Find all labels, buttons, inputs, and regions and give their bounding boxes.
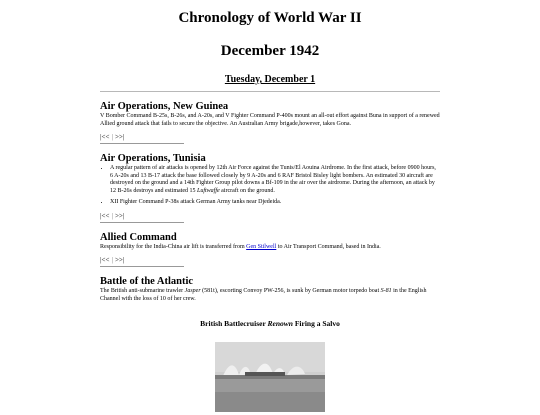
nav-row [100, 256, 440, 264]
nav-row [100, 133, 440, 141]
list-item-text: A regular pattern of air attacks is opened by 12th Air Force against the Tunis/El Aouina Airdrome. In the first attack, before 0900 hours, 6 A-20s and 13 B-17 attack the base followed closely by 9 A-20s and 6 RAF Bristol Bisley light bombers. An estimated 30 aircraft are destroyed on the ground and a 14th Fighter Group pilot downs a Bf-109 in the air over the airdrome. During the afternoon, an attack by 12 B-26s destroys and estimated 15 [110, 165, 436, 194]
list-item: • XII Fighter Command P-38s attack German Army tanks near Djedeida. [110, 199, 440, 207]
nav-prev-icon[interactable]: |<< [100, 133, 110, 141]
stilwell-link[interactable]: Gen Stilwell [246, 243, 277, 250]
section-text-part: The British anti-submarine trawler [100, 288, 185, 294]
caption-ship-name: Renown [267, 319, 293, 328]
list-item-italic: Luftwaffe [197, 187, 220, 194]
nav-separator: | [111, 256, 113, 264]
day-heading: Tuesday, December 1 [224, 74, 316, 85]
nav-next-icon[interactable]: >>| [114, 256, 125, 264]
section-text-part: in the English Channel with the loss of 10 of her crew. [100, 288, 427, 302]
section-body-new-guinea [100, 113, 440, 128]
page-title: Chronology of World War II [178, 10, 362, 26]
bullet-list [100, 199, 440, 207]
section-title-new-guinea: Air Operations, New Guinea [100, 101, 229, 112]
divider [100, 91, 440, 92]
bullet-list [100, 165, 440, 195]
caption-text: Firing a Salvo [292, 319, 340, 328]
section-text [100, 288, 440, 303]
section-title-allied-command: Allied Command [100, 231, 177, 243]
nav-separator: | [111, 133, 113, 141]
short-divider [100, 222, 184, 223]
nav-row [100, 212, 440, 220]
section-title-tunisia: Air Operations, Tunisia [100, 153, 206, 164]
nav-next-icon[interactable]: >>| [114, 211, 125, 220]
section-body-tunisia [100, 165, 440, 207]
section-body-allied-command [100, 244, 440, 252]
ship-name-s81: S-81 [380, 288, 392, 294]
ship-name-jasper: Jasper [184, 288, 201, 294]
short-divider [100, 143, 184, 144]
section-text [100, 244, 440, 252]
battlecruiser-photo [215, 342, 325, 412]
nav-prev-icon[interactable]: |<< [100, 256, 110, 264]
section-text-part: (581t), escorting Convoy PW-256, is sunk by German motor torpedo boat [200, 288, 381, 294]
caption-text: British Battlecruiser [200, 319, 268, 328]
nav-prev-icon[interactable]: |<< [100, 211, 110, 220]
page-subtitle: December 1942 [220, 43, 320, 59]
section-text-part: Responsibility for the India-China air lift is transferred from [100, 243, 247, 250]
page [0, 10, 540, 412]
list-item [110, 165, 440, 195]
nav-next-icon[interactable]: >>| [114, 133, 125, 141]
section-body-atlantic [100, 288, 440, 303]
nav-separator: | [111, 211, 113, 220]
section-text-part: to Air Transport Command, based in India. [276, 243, 381, 250]
short-divider [100, 266, 184, 267]
photo-caption [100, 319, 440, 328]
section-text: V Bomber Command B-25s, B-26s, and A-20s, and V Fighter Command P-400s mount an all-out effort against Buna in support of a renewed Allied ground attack that fails to secure the objective. An Australian Army brigade,however, takes Gona. [100, 113, 440, 127]
list-item-text: aircraft on the ground. [219, 187, 275, 194]
section-title-atlantic: Battle of the Atlantic [100, 276, 194, 287]
